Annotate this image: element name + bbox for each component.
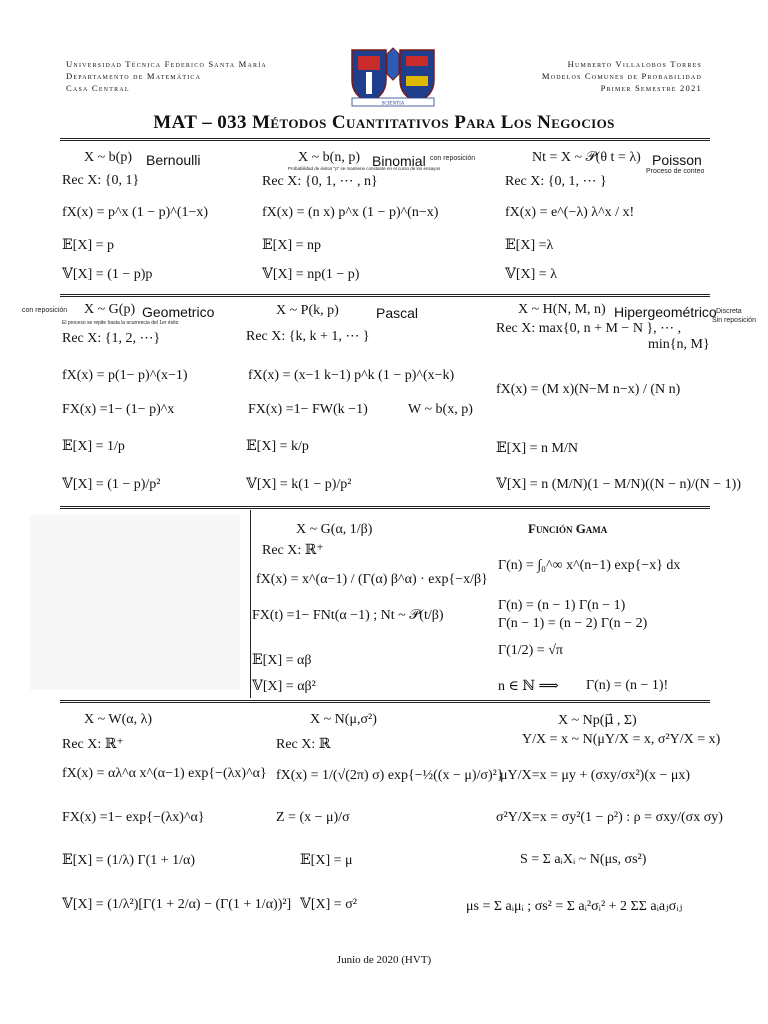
pascal-dist: X ~ P(k, p) xyxy=(276,303,339,318)
binomial-range: Rec X: {0, 1, ⋯ , n} xyxy=(262,174,378,189)
bernoulli-pmf: fX(x) = p^x (1 − p)^(1−x) xyxy=(62,205,209,220)
pascal-cdf: FX(x) =1− FW(k −1) xyxy=(248,402,368,417)
gamma-function-def: Γ(n) = ∫₀^∞ x^(n−1) exp{−x} dx xyxy=(498,558,681,573)
multinormal-linear-params: μs = Σ aᵢμᵢ ; σs² = Σ aᵢ²σᵢ² + 2 ΣΣ aᵢaⱼσᵢⱼ xyxy=(466,899,683,914)
multinormal-conditional: Y/X = x ~ N(μY/X = x, σ²Y/X = x) xyxy=(522,732,721,747)
weibull-cdf: FX(x) =1− exp{−(λx)^α} xyxy=(62,810,205,825)
gamma-pdf: fX(x) = x^(α−1) / (Γ(α) β^α) · exp{−x/β} xyxy=(256,572,488,587)
poisson-mean: 𝔼[X] =λ xyxy=(505,238,554,253)
gamma-cdf: FX(t) =1− FNt(α −1) ; Nt ~ 𝒫(t/β) xyxy=(252,608,444,623)
multinormal-linear-combination: S = Σ aᵢXᵢ ~ N(μs, σs²) xyxy=(520,852,647,867)
geometric-cdf: FX(x) =1− (1− p)^x xyxy=(62,402,175,417)
page-footer: Junio de 2020 (HVT) xyxy=(336,954,432,966)
gamma-function-natural: n ∈ ℕ ⟹ xyxy=(498,679,559,694)
institution-header xyxy=(66,58,267,94)
divider xyxy=(60,506,710,509)
poisson-note: Proceso de conteo xyxy=(646,168,705,175)
binomial-subnote: Probabilidad de éxitos "p" se mantiene constante en el curso de los ensayos xyxy=(288,166,441,171)
weibull-mean: 𝔼[X] = (1/λ) Γ(1 + 1/α) xyxy=(62,853,196,868)
binomial-dist: X ~ b(n, p) xyxy=(298,150,361,165)
weibull-variance: 𝕍[X] = (1/λ²)[Γ(1 + 2/α) − (Γ(1 + 1/α))²] xyxy=(62,897,292,912)
weibull-range: Rec X: ℝ⁺ xyxy=(62,737,124,752)
svg-text:SCIENTIA: SCIENTIA xyxy=(381,101,405,107)
department-name: Departamento de Matemática xyxy=(66,71,202,81)
poisson-variance: 𝕍[X] = λ xyxy=(505,267,557,282)
gamma-dist: X ~ G(α, 1/β) xyxy=(296,522,373,537)
bernoulli-mean: 𝔼[X] = p xyxy=(62,238,115,253)
hypergeometric-range: Rec X: max{0, n + M − N }, ⋯ , xyxy=(496,321,682,336)
gamma-function-heading: Función Gama xyxy=(528,521,608,536)
multinormal-dist: X ~ Np(μ⃗ , Σ) xyxy=(558,713,637,728)
campus-name: Casa Central xyxy=(66,83,130,93)
page-title: MAT – 033 Métodos Cuantitativos Para Los Negocios xyxy=(153,112,615,133)
divider xyxy=(60,138,710,141)
author-name: Humberto Villalobos Torres xyxy=(567,59,702,69)
semester: Primer Semestre 2021 xyxy=(600,83,702,93)
bernoulli-variance: 𝕍[X] = (1 − p)p xyxy=(62,267,153,282)
normal-pdf: fX(x) = 1/(√(2π) σ) exp{−½((x − μ)/σ)²} xyxy=(276,768,504,783)
geometric-note: con reposición xyxy=(22,307,68,314)
binomial-mean: 𝔼[X] = np xyxy=(262,238,322,253)
normal-mean: 𝔼[X] = μ xyxy=(300,853,353,868)
author-header xyxy=(542,58,702,94)
divider xyxy=(60,294,710,297)
university-name: Universidad Técnica Federico Santa María xyxy=(66,59,267,69)
binomial-name: Binomial xyxy=(372,153,426,169)
geometric-subnote: El proceso se repite hasta la ocurrencia del 1er éxito xyxy=(62,320,179,326)
hypergeometric-variance: 𝕍[X] = n (M/N)(1 − M/N)((N − n)/(N − 1)) xyxy=(496,477,742,492)
divider xyxy=(60,700,710,703)
binomial-variance: 𝕍[X] = np(1 − p) xyxy=(262,267,360,282)
pascal-mean: 𝔼[X] = k/p xyxy=(246,439,309,454)
normal-z: Z = (x − μ)/σ xyxy=(276,810,350,825)
hypergeometric-range-2: min{n, M} xyxy=(648,337,710,352)
normal-variance: 𝕍[X] = σ² xyxy=(300,897,357,912)
pascal-variance: 𝕍[X] = k(1 − p)/p² xyxy=(246,477,352,492)
hypergeometric-name: Hipergeométrico xyxy=(614,304,717,320)
poisson-pmf: fX(x) = e^(−λ) λ^x / x! xyxy=(505,205,635,220)
geometric-pmf: fX(x) = p(1− p)^(x−1) xyxy=(62,368,188,383)
pascal-range: Rec X: {k, k + 1, ⋯ } xyxy=(246,329,370,344)
weibull-dist: X ~ W(α, λ) xyxy=(84,712,153,727)
gamma-function-recursion-1: Γ(n) = (n − 1) Γ(n − 1) xyxy=(498,598,626,613)
pascal-pmf: fX(x) = (x−1 k−1) p^k (1 − p)^(x−k) xyxy=(248,368,455,383)
gamma-function-half: Γ(1/2) = √π xyxy=(498,643,563,658)
hypergeometric-note-1: Discreta xyxy=(716,308,742,315)
geometric-range: Rec X: {1, 2, ⋯} xyxy=(62,331,161,346)
geometric-variance: 𝕍[X] = (1 − p)/p² xyxy=(62,477,161,492)
gamma-function-factorial: Γ(n) = (n − 1)! xyxy=(586,678,669,693)
multinormal-cond-variance: σ²Y/X=x = σy²(1 − ρ²) : ρ = σxy/(σx σy) xyxy=(496,810,723,825)
poisson-dist: Nt = X ~ 𝒫(θ t = λ) xyxy=(532,150,641,165)
handwritten-notes-block xyxy=(30,515,240,690)
poisson-range: Rec X: {0, 1, ⋯ } xyxy=(505,174,607,189)
multinormal-cond-mean: μY/X=x = μy + (σxy/σx²)(x − μx) xyxy=(500,768,691,783)
binomial-pmf: fX(x) = (n x) p^x (1 − p)^(n−x) xyxy=(262,205,439,220)
geometric-name: Geometrico xyxy=(142,304,215,320)
gamma-function-recursion-2: Γ(n − 1) = (n − 2) Γ(n − 2) xyxy=(498,616,648,631)
gamma-range: Rec X: ℝ⁺ xyxy=(262,543,324,558)
hypergeometric-dist: X ~ H(N, M, n) xyxy=(518,302,606,317)
bernoulli-name: Bernoulli xyxy=(146,152,201,168)
hypergeometric-mean: 𝔼[X] = n M/N xyxy=(496,441,578,456)
pascal-name: Pascal xyxy=(376,305,419,321)
pascal-w-dist: W ~ b(x, p) xyxy=(408,402,473,417)
poisson-name: Poisson xyxy=(652,152,702,168)
geometric-dist: X ~ G(p) xyxy=(84,302,136,317)
divider xyxy=(250,510,251,698)
gamma-variance: 𝕍[X] = αβ² xyxy=(252,679,316,694)
hypergeometric-pmf: fX(x) = (M x)(N−M n−x) / (N n) xyxy=(496,382,681,397)
normal-range: Rec X: ℝ xyxy=(276,737,331,752)
geometric-mean: 𝔼[X] = 1/p xyxy=(62,439,125,454)
bernoulli-range: Rec X: {0, 1} xyxy=(62,173,140,188)
bernoulli-dist: X ~ b(p) xyxy=(84,150,133,165)
gamma-mean: 𝔼[X] = αβ xyxy=(252,653,312,668)
course-topic: Modelos Comunes de Probabilidad xyxy=(541,71,702,81)
university-crest-logo xyxy=(346,46,440,108)
weibull-pdf: fX(x) = αλ^α x^(α−1) exp{−(λx)^α} xyxy=(62,766,267,781)
hypergeometric-note-2: Sin reposición xyxy=(712,317,756,324)
binomial-note: con reposición xyxy=(430,155,476,162)
normal-dist: X ~ N(μ,σ²) xyxy=(310,712,377,727)
